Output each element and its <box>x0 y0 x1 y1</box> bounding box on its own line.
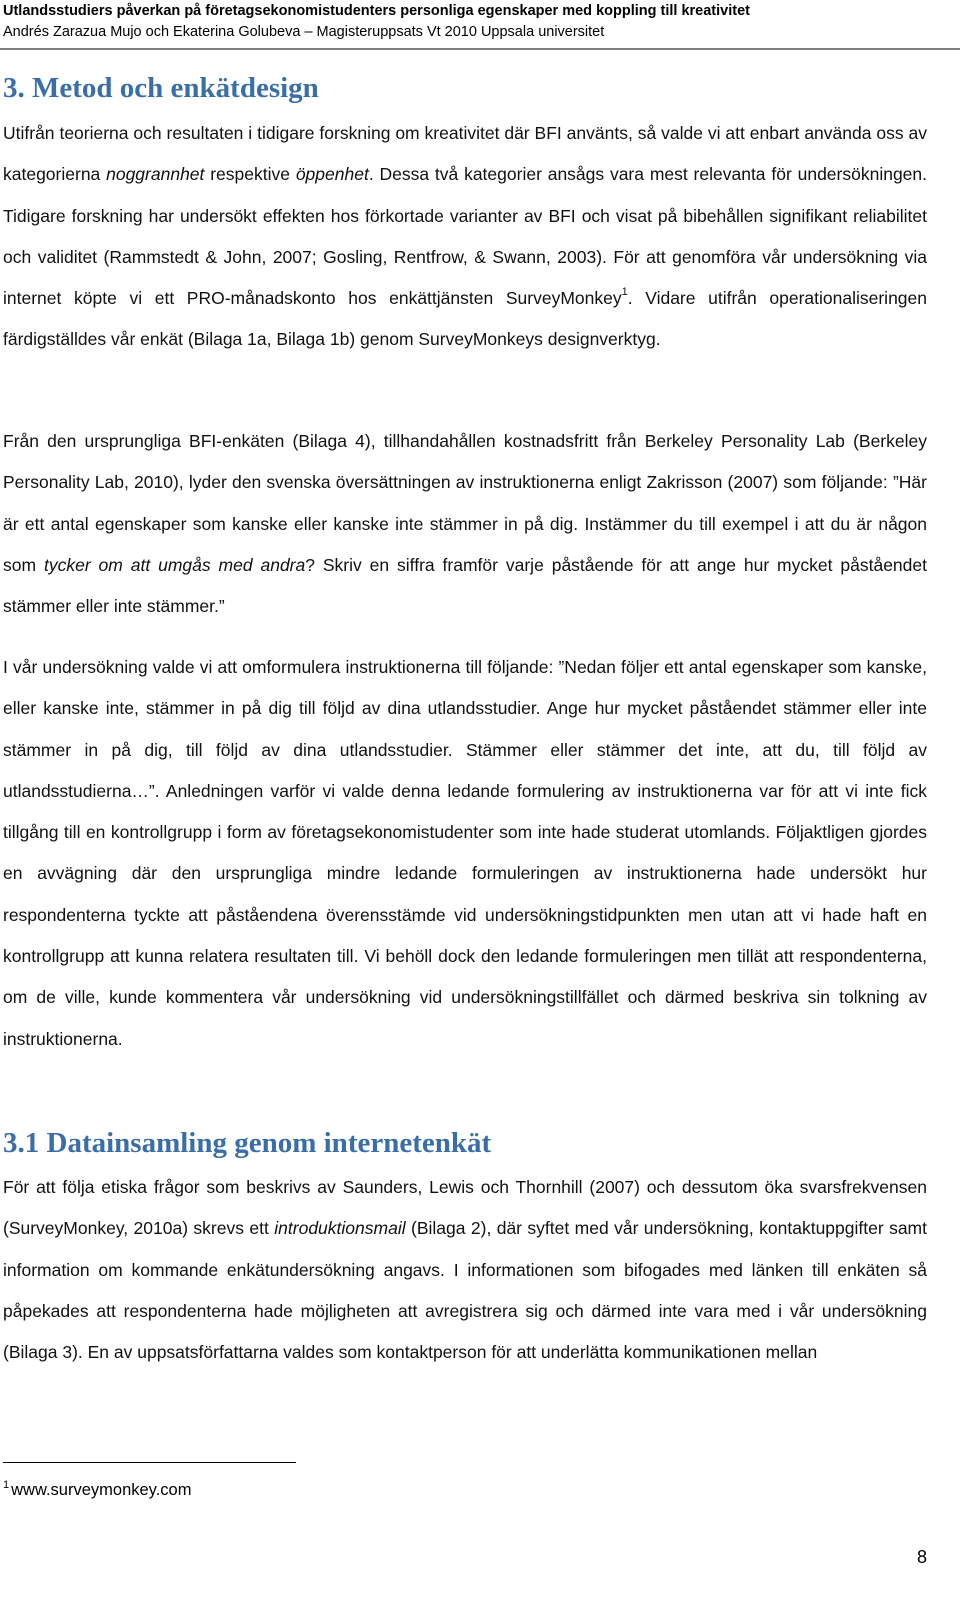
footnote <box>3 1472 191 1503</box>
footnote-rule <box>3 1462 296 1463</box>
footnote-reference[interactable]: 1 <box>621 286 628 299</box>
section-title-metod: 3. Metod och enkätdesign <box>3 72 319 104</box>
paragraph-4 <box>3 1167 927 1373</box>
paragraph-2 <box>3 421 927 627</box>
running-header <box>3 0 943 41</box>
p1-text-a: Utifrån teorierna och resultaten i tidigare forskning om kreativitet där BFI använts, så valde vi att enbart använda oss av kategorierna <box>3 123 927 185</box>
page-number: 8 <box>916 1547 927 1567</box>
header-rule <box>0 48 960 50</box>
p1-text-b: respektive <box>204 164 296 185</box>
p1-text-c: . Dessa två kategorier ansågs vara mest relevanta för undersökningen. Tidigare forskning har undersökt effekten hos förkortade varianter av BFI och visat på bibehållen signifikant reliabilitet och validitet (Rammstedt & John, 2007; Gosling, Rentfrow, & Swann, 2003). För att genomföra vår undersökning via internet köpte vi ett PRO-månadskonto hos enkättjänsten SurveyMonkey <box>3 164 928 309</box>
p4-text-a: För att följa etiska frågor som beskrivs av Saunders, Lewis och Thornhill (2007) och dessutom öka svarsfrekvensen (SurveyMonkey, 2010a) skrevs ett <box>3 1177 927 1239</box>
p2-text-a: Från den ursprungliga BFI-enkäten (Bilaga 4), tillhandahållen kostnadsfritt från Berkeley Personality Lab (Berkeley Personality Lab, 2010), lyder den svenska översättningen av instruktionerna enligt Zakrisson (2007) som följande: ”Här är ett antal egenskaper som kanske eller kanske inte stämmer in på dig. Instämmer du till exempel i att du är någon som <box>3 431 927 575</box>
p1-em-noggrannhet: noggrannhet <box>106 164 205 185</box>
p1-em-oppenhet: öppenhet <box>295 164 369 185</box>
p4-text-b: (Bilaga 2), där syftet med vår undersökning, kontaktuppgifter samt information om kommande enkätundersökning angavs. I informationen som bifogades med länken till enkäten så påpekades att respondenterna hade möjligheten att avregistrera sig och därmed inte vara med i vår undersökning (Bilaga 3). En av uppsatsförfattarna valdes som kontaktperson för att underlätta kommunikationen mellan <box>3 1218 928 1363</box>
header-subtitle: Andrés Zarazua Mujo och Ekaterina Golubeva – Magisteruppsats Vt 2010 Uppsala universitet <box>3 24 605 40</box>
paragraph-3: I vår undersökning valde vi att omformulera instruktionerna till följande: ”Nedan följer ett antal egenskaper som kanske, eller kanske inte, stämmer in på dig till följd av dina utlandsstudier. Ange hur mycket påståendet stämmer eller inte stämmer in på dig, till följd av dina utlandsstudier. Stämmer eller stämmer det inte, att du, till följd av utlandsstudierna…”. Anledningen varför vi valde denna ledande formulering av instruktionerna var för att vi inte fick tillgång till en kontrollgrupp i form av företagsekonomistudenter som inte hade studerat utomlands. Följaktligen gjordes en avvägning där den ursprungliga mindre ledande formuleringen av instruktionerna hade undersökt hur respondenterna tyckte att påståendena överensstämde vid undersökningstidpunkten men utan att vi hade haft en kontrollgrupp att kunna relatera resultaten till. Vi behöll dock den ledande formuleringen men tillät att respondenterna, om de ville, kunde kommentera vår undersökning vid undersökningstillfället och därmed beskriva sin tolkning av instruktionerna. <box>3 657 927 1049</box>
p2-em: tycker om att umgås med andra <box>43 554 306 575</box>
footnote-link[interactable]: www.surveymonkey.com <box>11 1481 192 1499</box>
paragraph-1 <box>3 113 927 361</box>
p2-text-b: ? Skriv en siffra framför varje påstående för att ange hur mycket påståendet stämmer eller inte stämmer.” <box>3 554 927 617</box>
p1-text-d: . Vidare utifrån operationaliseringen färdigställdes vår enkät (Bilaga 1a, Bilaga 1b) genom SurveyMonkeys designverktyg. <box>3 288 928 350</box>
footnote-number: 1 <box>3 1479 10 1491</box>
section-title-datainsamling: 3.1 Datainsamling genom internetenkät <box>3 1127 492 1159</box>
p4-em: introduktionsmail <box>274 1218 406 1239</box>
header-title: Utlandsstudiers påverkan på företagsekonomistudenters personliga egenskaper med koppling till kreativitet <box>3 3 750 19</box>
